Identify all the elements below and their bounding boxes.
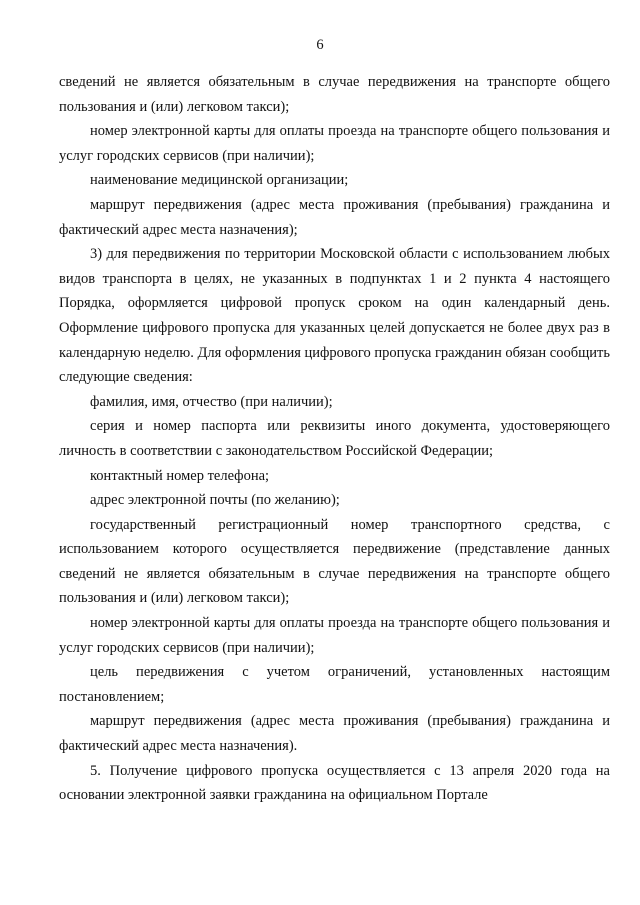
paragraph: адрес электронной почты (по желанию); xyxy=(90,492,340,509)
paragraph: маршрут передвижения (адрес места проживания (пребывания) гражданина и фактический адрес места назначения). xyxy=(59,713,610,755)
paragraph: цель передвижения с учетом ограничений, установленных настоящим постановлением; xyxy=(59,664,610,705)
paragraph: контактный номер телефона; xyxy=(90,467,270,484)
paragraph: номер электронной карты для оплаты проезда на транспорте общего пользования и услуг городских сервисов (при наличии); xyxy=(59,615,610,656)
paragraph: наименование медицинской организации; xyxy=(90,172,349,189)
paragraph: 5. Получение цифрового пропуска осуществляется с 13 апреля 2020 года на основании электронной заявки гражданина на официальном Портале xyxy=(59,762,610,804)
paragraph: сведений не является обязательным в случае передвижения на транспорте общего пользования и (или) легковом такси); xyxy=(59,74,610,115)
paragraph: маршрут передвижения (адрес места проживания (пребывания) гражданина и фактический адрес места назначения); xyxy=(59,196,610,238)
paragraph: номер электронной карты для оплаты проезда на транспорте общего пользования и услуг городских сервисов (при наличии); xyxy=(59,123,610,164)
page-number: 6 xyxy=(316,37,324,53)
paragraph: государственный регистрационный номер транспортного средства, с использованием которого осуществляется передвижение (представление данных сведений не является обязательным в случае передвижения на транспорте общего пользования и (или) легковом такси); xyxy=(59,516,610,607)
paragraph: серия и номер паспорта или реквизиты иного документа, удостоверяющего личность в соответствии с законодательством Российской Федерации; xyxy=(59,418,610,459)
paragraph: фамилия, имя, отчество (при наличии); xyxy=(90,393,333,410)
document-body xyxy=(59,70,610,808)
paragraph: 3) для передвижения по территории Московской области с использованием любых видов транспорта в целях, не указанных в подпунктах 1 и 2 пункта 4 настоящего Порядка, оформляется цифровой пропуск сроком на один календарный день. Оформление цифрового пропуска для указанных целей допускается не более двух раз в календарную неделю. Для оформления цифрового пропуска гражданин обязан сообщить следующие сведения: xyxy=(59,246,610,386)
